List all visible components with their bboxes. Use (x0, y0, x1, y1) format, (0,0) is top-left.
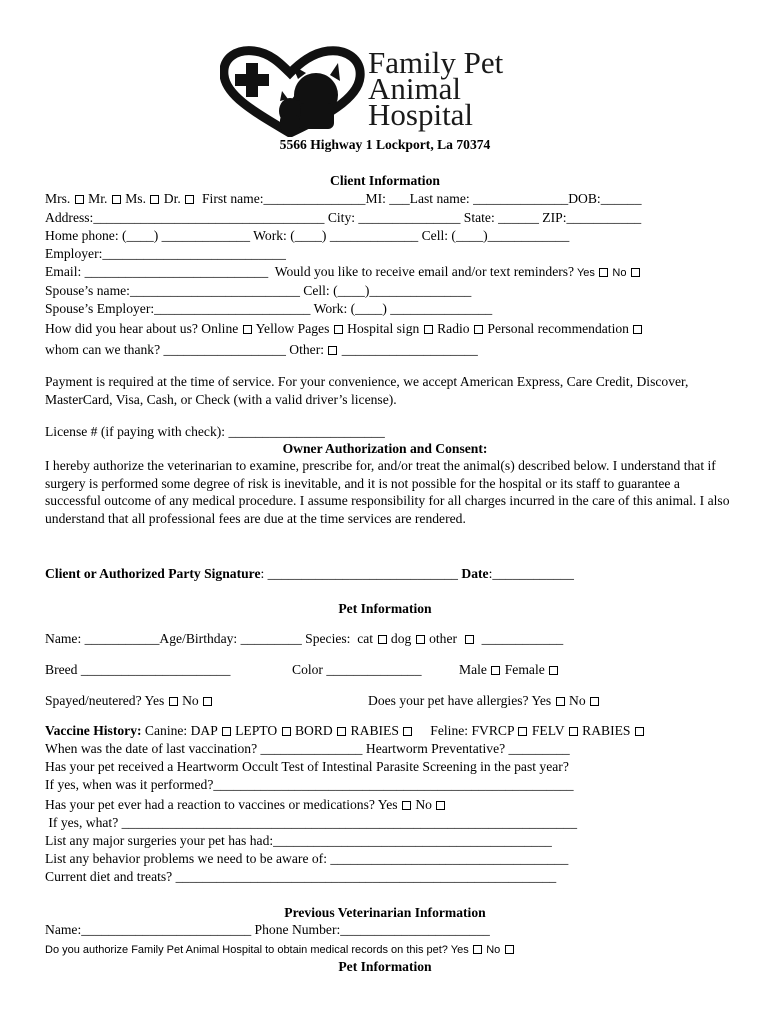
date-field[interactable]: :____________ (488, 566, 574, 581)
title-mr-label: Mr. (84, 191, 108, 206)
behavior-line[interactable]: List any behavior problems we need to be aware of: ___________________________________ (45, 851, 569, 866)
spayed-yes-checkbox[interactable] (169, 697, 178, 706)
pet-info-title: Pet Information (338, 601, 432, 616)
radio-label: Radio (433, 321, 470, 336)
allergies-no-label: No (565, 693, 586, 708)
other-species-checkbox[interactable] (465, 635, 474, 644)
reminder-no-checkbox[interactable] (631, 268, 640, 277)
hospital-sign-label: Hospital sign (343, 321, 420, 336)
canine-rabies-checkbox[interactable] (403, 727, 412, 736)
thank-field[interactable]: whom can we thank? __________________ Other: (45, 342, 324, 357)
reaction-no-checkbox[interactable] (436, 801, 445, 810)
logo-line-3: Hospital (368, 97, 474, 132)
title-ms-label: Ms. (121, 191, 146, 206)
allergies-no-checkbox[interactable] (590, 697, 599, 706)
lepto-checkbox[interactable] (282, 727, 291, 736)
medical-cross-icon (235, 63, 269, 97)
reaction-yes-checkbox[interactable] (402, 801, 411, 810)
dog-label: dog (387, 631, 412, 646)
reminder-yes-label: Yes (574, 267, 595, 279)
lepto-label: LEPTO (231, 723, 278, 738)
spayed-no-label: No (178, 693, 199, 708)
dog-checkbox[interactable] (416, 635, 425, 644)
canine-dap-label: Canine: DAP (141, 723, 218, 738)
authorize-no-checkbox[interactable] (505, 945, 514, 954)
referral-online-label: How did you hear about us? Online (45, 321, 239, 336)
pet-name-line (45, 630, 563, 647)
allergies-line (368, 692, 600, 709)
thank-line (45, 341, 478, 358)
logo-text (368, 45, 504, 132)
authorize-yes-label: Do you authorize Family Pet Animal Hospital to obtain medical records on this pet? Yes (45, 944, 469, 956)
felv-label: FELV (528, 723, 565, 738)
signature-field[interactable]: : ____________________________ (260, 566, 462, 581)
other-species-label: other (425, 631, 458, 646)
color-field[interactable]: Color ______________ (292, 662, 422, 677)
client-line-1 (45, 190, 642, 207)
allergies-yes-label: Does your pet have allergies? Yes (368, 693, 552, 708)
vaccine-history-label: Vaccine History: (45, 723, 142, 738)
female-label: Female (501, 662, 545, 677)
name-dob-fields[interactable]: First name:_______________MI: ___Last name: ______________DOB:______ (195, 191, 642, 206)
surgeries-line[interactable]: List any major surgeries your pet has had:_________________________________________ (45, 833, 552, 848)
hospital-sign-checkbox[interactable] (424, 325, 433, 334)
reaction-yes-label: Has your pet ever had a reaction to vaccines or medications? Yes (45, 797, 398, 812)
mrs-checkbox[interactable] (75, 195, 84, 204)
prev-vet-title: Previous Veterinarian Information (284, 905, 486, 920)
reminder-yes-checkbox[interactable] (599, 268, 608, 277)
feline-rabies-checkbox[interactable] (635, 727, 644, 736)
payment-text: Payment is required at the time of service. For your convenience, we accept American Express, Care Credit, Discover, MasterCard, Visa, Cash, or Check (with a valid driver’s license). (45, 374, 689, 407)
male-label: Male (459, 662, 487, 677)
spouse-employer-line[interactable]: Spouse’s Employer:_______________________ Work: (____) _______________ (45, 301, 493, 316)
vaccination-date-line[interactable]: When was the date of last vaccination? _______________ Heartworm Preventative? _________ (45, 741, 570, 756)
logo-line-2: Animal (368, 71, 461, 106)
signature-label: Client or Authorized Party Signature (45, 566, 261, 581)
title-dr-label: Dr. (160, 191, 181, 206)
felv-checkbox[interactable] (569, 727, 578, 736)
canine-rabies-label: RABIES (347, 723, 399, 738)
records-authorization-line (45, 940, 515, 959)
test-date-line[interactable]: If yes, when was it performed?_____________________________________________________ (45, 777, 574, 792)
fvrcp-checkbox[interactable] (518, 727, 527, 736)
referral-line (45, 320, 643, 337)
reaction-no-label: No (411, 797, 432, 812)
feline-fvrcp-label: Feline: FVRCP (413, 723, 515, 738)
license-line[interactable]: License # (if paying with check): _______________________ (45, 424, 385, 439)
footer-pet-info-title: Pet Information (338, 959, 432, 974)
reminder-no-label: No (609, 267, 627, 279)
sex-line (459, 661, 559, 678)
yellow-pages-label: Yellow Pages (252, 321, 330, 336)
heartworm-test-question: Has your pet received a Heartworm Occult Test of Intestinal Parasite Screening in the past year? (45, 759, 569, 774)
cat-checkbox[interactable] (378, 635, 387, 644)
consent-text: I hereby authorize the veterinarian to examine, prescribe for, and/or treat the animal(s) described below. I understand that if surgery is performed some degree of risk is inevitable, and it is not possible for the hospital or its staff to guarantee a successful outcome of any medical procedure. I assume responsibility for all charges incurred in the care of this animal. I also understand that all professional fees are due at the time services are rendered. (45, 458, 730, 526)
client-info-title: Client Information (330, 173, 440, 188)
personal-recommendation-checkbox[interactable] (633, 325, 642, 334)
spayed-line (45, 692, 213, 709)
consent-title: Owner Authorization and Consent: (282, 441, 488, 456)
date-label: Date (461, 566, 489, 581)
reaction-line (45, 796, 446, 813)
address-line[interactable]: Address:__________________________________ City: _______________ State: ______ ZIP:___________ (45, 210, 642, 225)
email-line (45, 263, 641, 282)
phone-line[interactable]: Home phone: (____) _____________ Work: (____) _____________ Cell: (____)____________ (45, 228, 570, 243)
reaction-detail-line[interactable]: If yes, what? ___________________________________________________________________ (45, 815, 578, 830)
allergies-yes-checkbox[interactable] (556, 697, 565, 706)
prev-vet-name-line[interactable]: Name:_________________________ Phone Number:______________________ (45, 922, 490, 937)
employer-line[interactable]: Employer:___________________________ (45, 246, 286, 261)
other-referral-checkbox[interactable] (328, 346, 337, 355)
diet-line[interactable]: Current diet and treats? ________________________________________________________ (45, 869, 557, 884)
authorize-no-label: No (483, 944, 501, 956)
email-field[interactable]: Email: ___________________________ Would you like to receive email and/or text reminders? (45, 264, 575, 279)
yellow-pages-checkbox[interactable] (334, 325, 343, 334)
female-checkbox[interactable] (549, 666, 558, 675)
personal-recommendation-label: Personal recommendation (484, 321, 629, 336)
authorize-yes-checkbox[interactable] (473, 945, 482, 954)
breed-field[interactable]: Breed ______________________ (45, 662, 231, 677)
dap-checkbox[interactable] (222, 727, 231, 736)
vaccine-line (45, 722, 645, 739)
pet-name-age-fields[interactable]: Name: ___________Age/Birthday: _________ Species: cat (45, 631, 374, 646)
signature-line (45, 565, 574, 582)
other-species-field[interactable]: ____________ (474, 631, 564, 646)
spayed-no-checkbox[interactable] (203, 697, 212, 706)
spouse-name-line[interactable]: Spouse’s name:_________________________ Cell: (____)_______________ (45, 283, 472, 298)
dr-checkbox[interactable] (185, 195, 194, 204)
online-checkbox[interactable] (243, 325, 252, 334)
bord-checkbox[interactable] (337, 727, 346, 736)
spayed-yes-label: Spayed/neutered? Yes (45, 693, 165, 708)
logo-line-1: Family Pet (368, 45, 504, 80)
male-checkbox[interactable] (491, 666, 500, 675)
title-mrs-label: Mrs. (45, 191, 71, 206)
ms-checkbox[interactable] (150, 195, 159, 204)
mr-checkbox[interactable] (112, 195, 121, 204)
feline-rabies-label: RABIES (578, 723, 631, 738)
bord-label: BORD (291, 723, 333, 738)
hospital-address: 5566 Highway 1 Lockport, La 70374 (279, 137, 491, 152)
other-referral-field[interactable]: ____________________ (338, 342, 478, 357)
radio-checkbox[interactable] (474, 325, 483, 334)
